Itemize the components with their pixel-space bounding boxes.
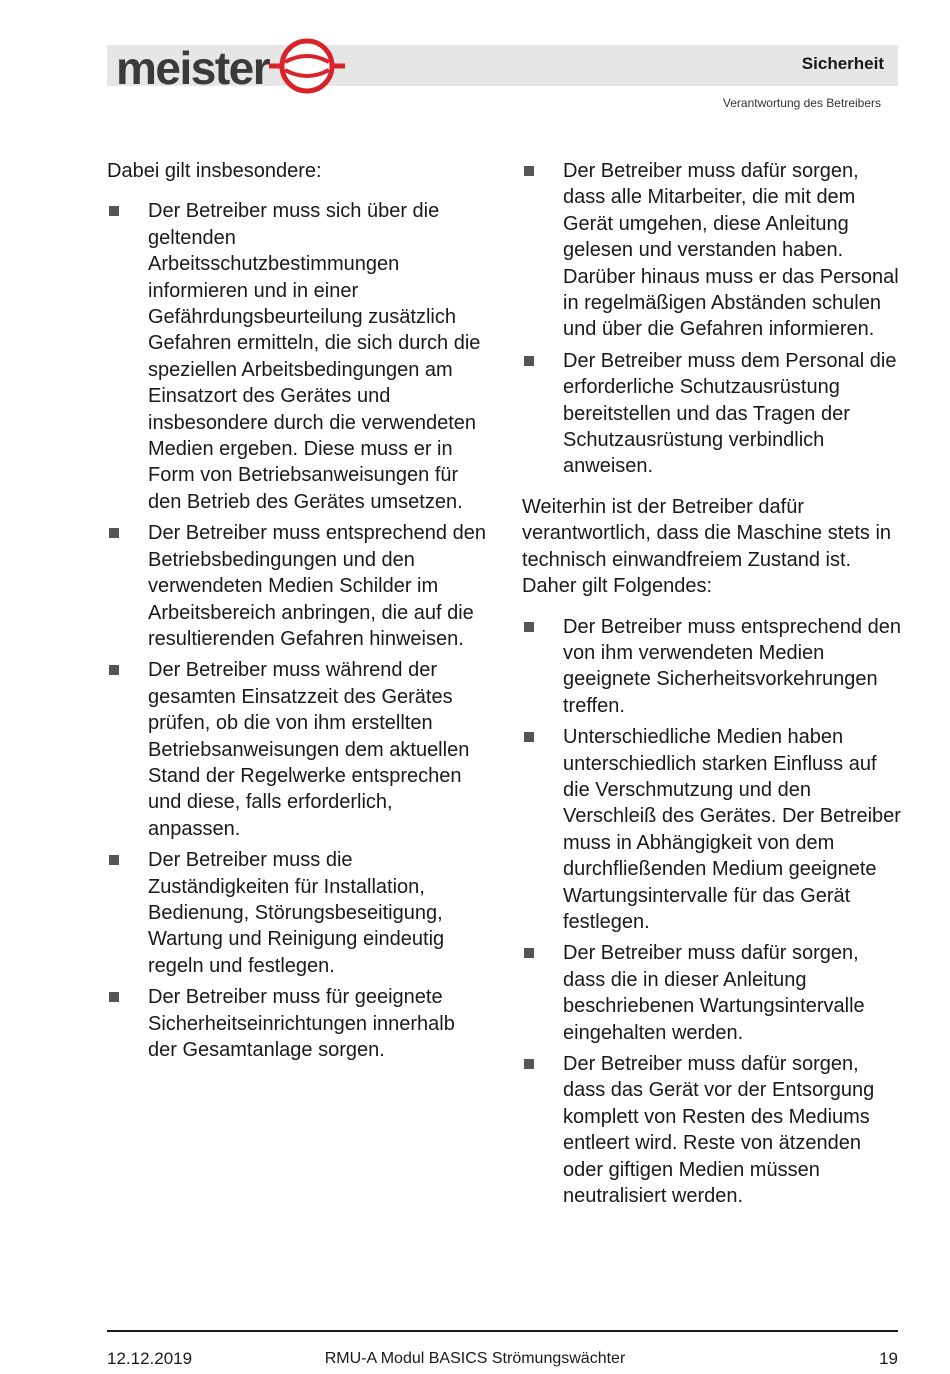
list-item: Der Betreiber muss dafür sorgen, dass die in dieser Anleitung beschriebenen Wartungsintervalle eingehalten werden. <box>522 940 902 1046</box>
square-bullet-icon <box>109 206 119 216</box>
list-item: Der Betreiber muss dafür sorgen, dass alle Mitarbeiter, die mit dem Gerät umgehen, diese Anleitung gelesen und verstanden haben. Darüber hinaus muss er das Personal in regelmäßigen Abständen schulen und über die Gefahren informieren. <box>522 158 902 343</box>
right-column <box>522 158 902 1223</box>
footer-document-title: RMU-A Modul BASICS Strömungswächter <box>324 1350 626 1367</box>
square-bullet-icon <box>109 528 119 538</box>
square-bullet-icon <box>109 665 119 675</box>
square-bullet-icon <box>524 166 534 176</box>
square-bullet-icon <box>524 732 534 742</box>
list-item: Der Betreiber muss entsprechend den von ihm verwendeten Medien geeignete Sicherheitsvorkehrungen treffen. <box>522 614 902 720</box>
body-paragraph: Weiterhin ist der Betreiber dafür verantwortlich, dass die Maschine stets in technisch einwandfreiem Zustand ist. Daher gilt Folgendes: <box>522 495 892 598</box>
square-bullet-icon <box>524 1059 534 1069</box>
logo-flow-meter-icon <box>267 36 347 96</box>
footer-date: 12.12.2019 <box>107 1349 193 1368</box>
square-bullet-icon <box>524 622 534 632</box>
intro-text: Dabei gilt insbesondere: <box>107 160 322 182</box>
list-item: Der Betreiber muss dafür sorgen, dass das Gerät vor der Entsorgung komplett von Resten des Mediums entleert wird. Reste von ätzenden oder giftigen Medien müssen neutralisiert werden. <box>522 1051 902 1209</box>
section-subtitle: Verantwortung des Betreibers <box>722 96 881 110</box>
list-item: Der Betreiber muss während der gesamten Einsatzzeit des Gerätes prüfen, ob die von ihm erstellten Betriebsanweisungen dem aktuellen Stand der Regelwerke entsprechen und diese, falls erforderlich, anpassen. <box>107 657 487 842</box>
list-item: Der Betreiber muss dem Personal die erforderliche Schutzausrüstung bereitstellen und das Tragen der Schutzausrüstung verbindlich anweisen. <box>522 348 902 480</box>
list-item: Der Betreiber muss entsprechend den Betriebsbedingungen und den verwendeten Medien Schilder im Arbeitsbereich anbringen, die auf die resultierenden Gefahren hinweisen. <box>107 520 487 652</box>
list-item: Der Betreiber muss die Zuständigkeiten für Installation, Bedienung, Störungsbeseitigung, Wartung und Reinigung eindeutig regeln und festlegen. <box>107 847 487 979</box>
square-bullet-icon <box>109 992 119 1002</box>
bullet-list <box>107 198 487 1063</box>
bullet-list <box>522 158 902 480</box>
footer-divider <box>107 1330 898 1332</box>
bullet-list <box>522 614 902 1210</box>
list-item: Der Betreiber muss sich über die geltenden Arbeitsschutzbestimmungen informieren und in einer Gefährdungsbeurteilung zusätzlich Gefahren ermitteln, die sich durch die speziellen Arbeitsbedingungen am Einsatzort des Gerätes und insbesondere durch die verwendeten Medien ergeben. Diese muss er in Form von Betriebsanweisungen für den Betrieb des Gerätes umsetzen. <box>107 198 487 515</box>
square-bullet-icon <box>524 948 534 958</box>
section-title: Sicherheit <box>801 54 884 73</box>
square-bullet-icon <box>109 855 119 865</box>
logo-wordmark: meister <box>116 42 270 94</box>
left-column <box>107 158 487 1077</box>
square-bullet-icon <box>524 356 534 366</box>
meister-logo <box>116 38 347 98</box>
page-number: 19 <box>879 1349 898 1368</box>
list-item: Unterschiedliche Medien haben unterschiedlich starken Einfluss auf die Verschmutzung und den Verschleiß des Gerätes. Der Betreiber muss in Abhängigkeit von dem durchfließenden Medium geeignete Wartungsintervalle für das Gerät festlegen. <box>522 724 902 935</box>
list-item: Der Betreiber muss für geeignete Sicherheitseinrichtungen innerhalb der Gesamtanlage sorgen. <box>107 984 487 1063</box>
